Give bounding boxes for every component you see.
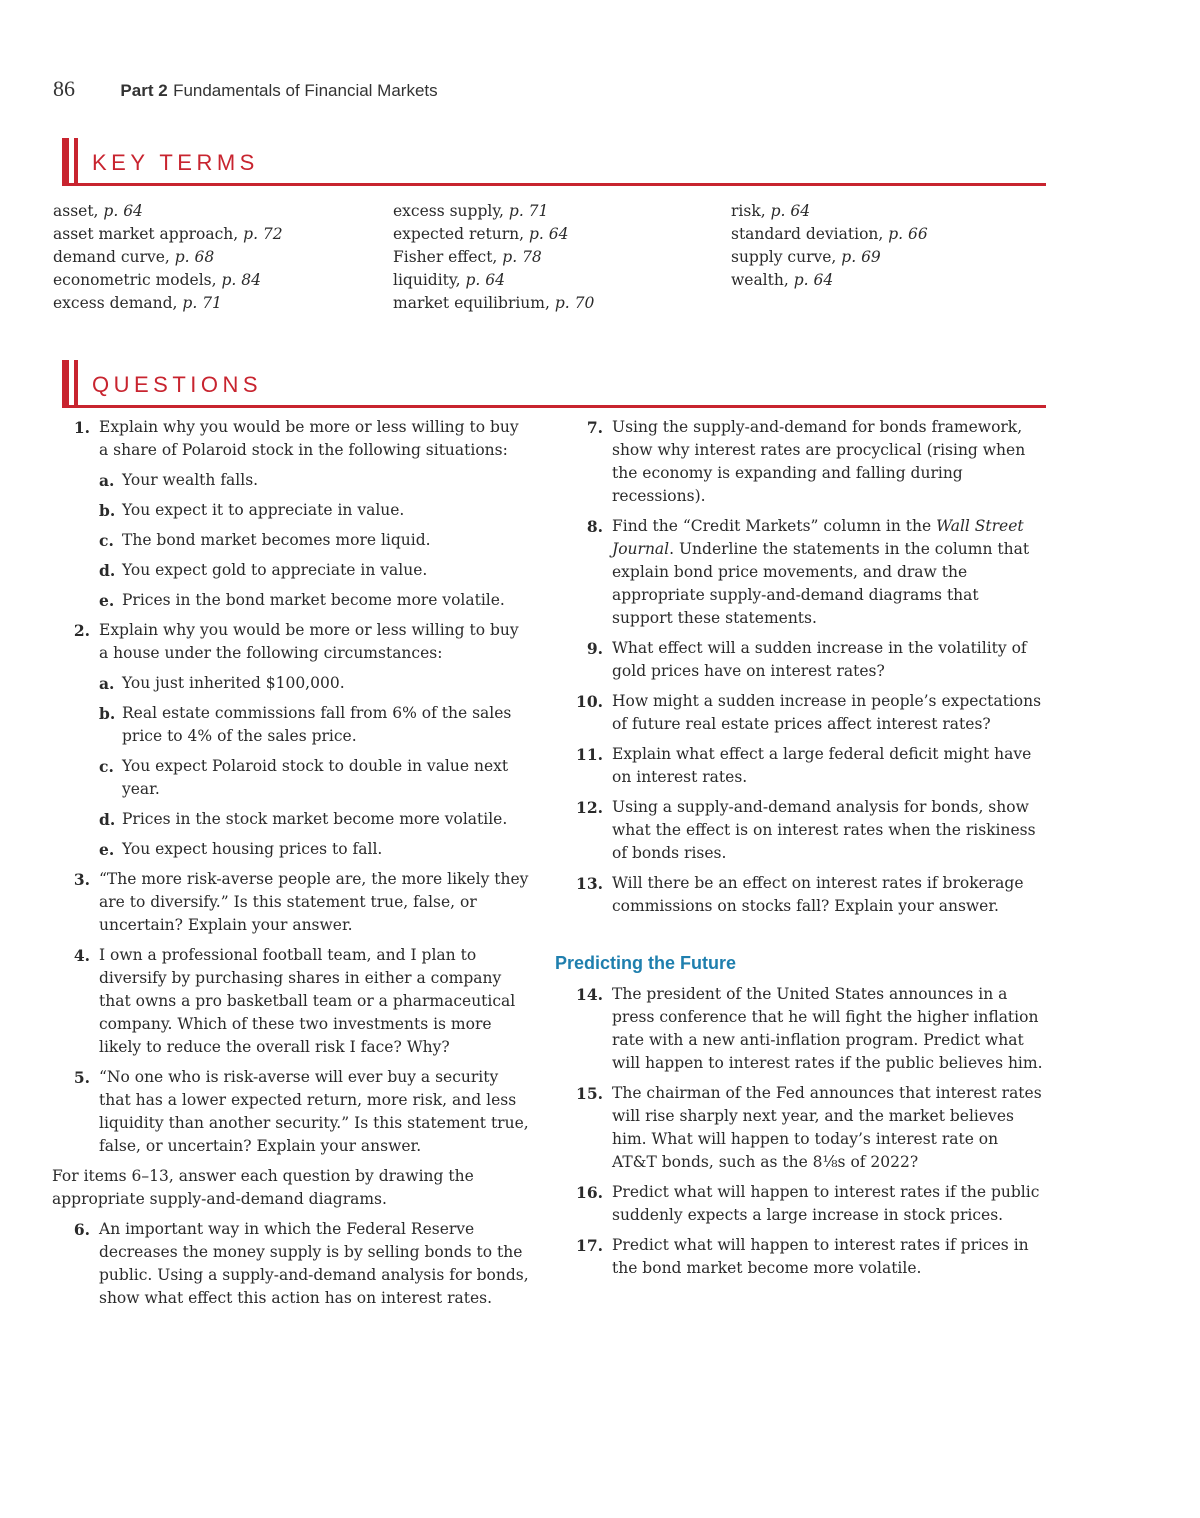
question-5: 5. “No one who is risk-averse will ever buy a security that has a lower expected return, more risk, and less liquidity than another security.” Is this statement true, false, or uncertain? Explain your answer.	[73, 1068, 529, 1155]
question-11: 11. Explain what effect a large federal deficit might have on interest rates.	[576, 745, 1032, 786]
key-term: supply curve, p. 69	[731, 248, 881, 266]
key-term: demand curve, p. 68	[53, 248, 215, 266]
key-term: Fisher effect, p. 78	[393, 248, 542, 266]
question-2-part: c. You expect Polaroid stock to double in value next year.	[99, 757, 509, 798]
key-term: wealth, p. 64	[731, 271, 834, 289]
key-term: standard deviation, p. 66	[731, 225, 928, 243]
key-term: market equilibrium, p. 70	[393, 294, 595, 312]
question-2-part: e. You expect housing prices to fall.	[99, 840, 383, 859]
questions-title: QUESTIONS	[92, 372, 263, 397]
question-1-part: c. The bond market becomes more liquid.	[99, 531, 431, 550]
question-1-part: e. Prices in the bond market become more volatile.	[99, 591, 505, 610]
question-10: 10. How might a sudden increase in people’s expectations of future real estate prices affect interest rates?	[576, 692, 1042, 733]
key-terms-title: KEY TERMS	[92, 150, 259, 175]
key-term: excess supply, p. 71	[393, 202, 549, 220]
part-title: Fundamentals of Financial Markets	[173, 81, 438, 100]
question-9: 9. What effect will a sudden increase in the volatility of gold prices have on interest rates?	[586, 639, 1027, 680]
key-term: expected return, p. 64	[393, 225, 569, 243]
question-14: 14. The president of the United States announces in a press conference that he will fight the higher inflation rate with a new anti-inflation program. Predict what will happen to interest rates if the public believes him.	[576, 985, 1043, 1072]
key-terms-column-2	[393, 200, 594, 315]
question-1-part: a. Your wealth falls.	[99, 471, 259, 490]
questions-right-column	[555, 416, 1044, 1287]
key-term: asset, p. 64	[53, 202, 143, 220]
running-header	[53, 76, 438, 102]
key-term: liquidity, p. 64	[393, 271, 505, 289]
questions-heading	[62, 360, 1046, 408]
key-term: risk, p. 64	[731, 202, 811, 220]
question-1-part: d. You expect gold to appreciate in value.	[99, 561, 428, 580]
instruction-note: For items 6–13, answer each question by drawing the appropriate supply-and-demand diagrams.	[52, 1167, 474, 1208]
page-number: 86	[53, 76, 75, 101]
heading-bar	[74, 360, 78, 408]
key-term: asset market approach, p. 72	[53, 225, 283, 243]
key-terms-column-3	[731, 200, 928, 292]
predicting-the-future-heading: Predicting the Future	[555, 953, 737, 973]
question-2-part: d. Prices in the stock market become more volatile.	[99, 810, 508, 829]
question-4: 4. I own a professional football team, and I plan to diversify by purchasing shares in either a company that owns a pro basketball team or a pharmaceutical company. Which of these two investments is more likely to reduce the overall risk I face? Why?	[73, 946, 516, 1056]
journal-title: Wall Street Journal	[612, 517, 1024, 558]
heading-bar	[74, 138, 78, 186]
heading-bar	[62, 138, 69, 186]
question-16: 16. Predict what will happen to interest rates if the public suddenly expects a large increase in stock prices.	[576, 1183, 1040, 1224]
question-2-part: a. You just inherited $100,000.	[99, 674, 345, 693]
key-terms-heading	[62, 138, 1046, 186]
questions-left-column	[52, 416, 530, 1317]
question-3: 3. “The more risk-averse people are, the more likely they are to diversify.” Is this statement true, false, or uncertain? Explain your answer.	[73, 870, 529, 934]
heading-rule	[62, 183, 1046, 186]
part-label: Part 2	[120, 81, 168, 100]
key-term: econometric models, p. 84	[53, 271, 261, 289]
question-8: 8. Find the “Credit Markets” column in the Wall Street Journal. Underline the statements in the column that explain bond price movements, and draw the appropriate supply-and-demand diagrams that support these statements.	[586, 517, 1030, 627]
heading-bar	[62, 360, 69, 408]
question-6: 6. An important way in which the Federal Reserve decreases the money supply is by selling bonds to the public. Using a supply-and-demand analysis for bonds, show what effect this action has on interest rates.	[73, 1220, 529, 1307]
question-1-part: b. You expect it to appreciate in value.	[99, 501, 405, 520]
key-term: excess demand, p. 71	[53, 294, 222, 312]
question-2-part: b. Real estate commissions fall from 6% of the sales price to 4% of the sales price.	[99, 704, 512, 745]
question-2: 2. Explain why you would be more or less willing to buy a house under the following circumstances:	[73, 621, 519, 662]
question-13: 13. Will there be an effect on interest rates if brokerage commissions on stocks fall? Explain your answer.	[576, 874, 1024, 915]
question-1: 1. Explain why you would be more or less willing to buy a share of Polaroid stock in the following situations:	[73, 418, 519, 459]
question-17: 17. Predict what will happen to interest rates if prices in the bond market become more volatile.	[576, 1236, 1029, 1277]
heading-rule	[62, 405, 1046, 408]
question-12: 12. Using a supply-and-demand analysis for bonds, show what the effect is on interest rates when the riskiness of bonds rises.	[576, 798, 1036, 862]
question-15: 15. The chairman of the Fed announces that interest rates will rise sharply next year, and the market believes him. What will happen to today’s interest rate on AT&T bonds, such as the 8⅛s of 2022?	[576, 1084, 1042, 1171]
question-7: 7. Using the supply-and-demand for bonds framework, show why interest rates are procyclical (rising when the economy is expanding and falling during recessions).	[586, 418, 1026, 505]
key-terms-column-1	[53, 200, 283, 315]
